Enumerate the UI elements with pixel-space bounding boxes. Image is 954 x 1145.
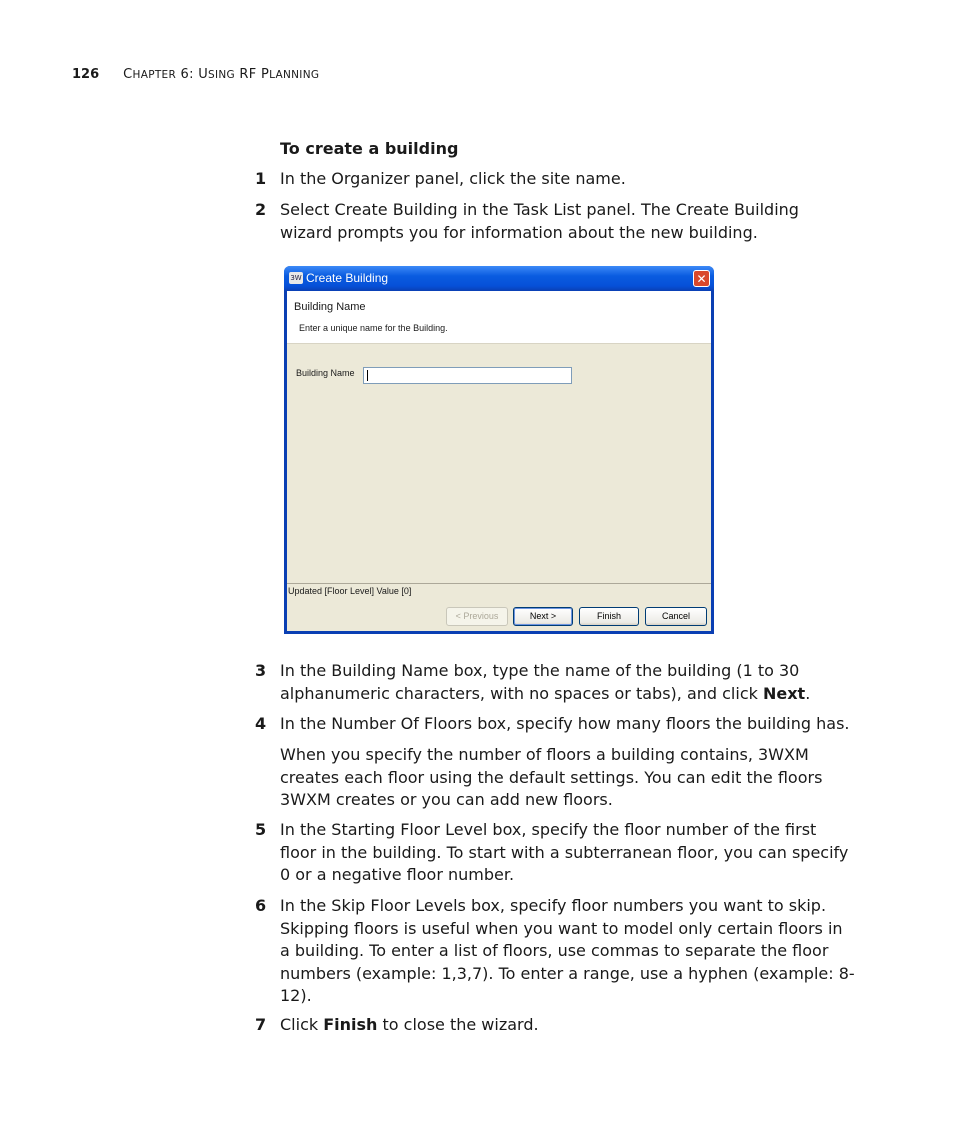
wizard-step-heading: Building Name	[294, 301, 366, 313]
app-icon: 3W	[290, 274, 302, 282]
running-header	[72, 67, 319, 82]
step-number: 4	[255, 714, 267, 733]
wizard-step-description: Enter a unique name for the Building.	[299, 323, 448, 333]
cancel-button[interactable]: Cancel	[645, 607, 707, 626]
step-text-bold: Next	[762, 683, 806, 703]
step-number: 2	[255, 200, 267, 219]
using-rest: SING	[208, 69, 235, 81]
procedure-title: To create a building	[280, 139, 459, 158]
building-name-input[interactable]	[363, 367, 572, 384]
chapter-rest: HAPTER	[132, 69, 177, 81]
chapter-num: 6: U	[180, 67, 209, 82]
step-text: In the Organizer panel, click the site name.	[280, 169, 626, 188]
step-number: 5	[255, 820, 267, 839]
step-number: 7	[255, 1015, 267, 1034]
step-text	[280, 660, 855, 705]
step-text: Select Create Building in the Task List panel. The Create Building wizard prompts you for information about the new building.	[280, 200, 799, 242]
step-text-b: .	[805, 683, 811, 703]
text-caret	[367, 370, 368, 381]
step-text	[280, 1014, 855, 1037]
step-number: 6	[255, 896, 267, 915]
status-bar: Updated [Floor Level] Value [0]	[287, 583, 711, 599]
step-text-a: Click	[280, 1015, 324, 1034]
step-text: In the Number Of Floors box, specify how many floors the building has.	[280, 714, 850, 733]
previous-button[interactable]: < Previous	[446, 607, 508, 626]
chapter-c: C	[123, 67, 133, 82]
step-number: 1	[255, 169, 267, 188]
step-text-bold: Finish	[323, 1015, 378, 1034]
dialog-client	[287, 291, 711, 631]
wizard-banner	[287, 291, 711, 344]
step-number: 3	[255, 661, 267, 680]
step-text: In the Starting Floor Level box, specify the floor number of the first floor in the building. To start with a subterranean floor, you can specify 0 or a negative floor number.	[280, 820, 849, 884]
finish-button[interactable]: Finish	[579, 607, 639, 626]
rf-p: RF P	[239, 67, 270, 82]
step-text: In the Skip Floor Levels box, specify floor numbers you want to skip. Skipping floors is useful when you want to model only certain floors in a building. To enter a list of floors, use commas to separate the floor numbers (example: 1,3,7). To enter a range, use a hyphen (example: 8-12).	[280, 896, 855, 1005]
step-text-b: to close the wizard.	[377, 1015, 539, 1034]
building-name-label: Building Name	[296, 368, 355, 378]
next-button[interactable]: Next >	[513, 607, 573, 626]
dialog-title: Create Building	[306, 271, 389, 285]
step-note-text: When you specify the number of floors a building contains, 3WXM creates each floor using the default settings. You can edit the floors 3WXM creates or you can add new floors.	[280, 745, 823, 809]
page-number: 126	[72, 67, 100, 82]
chapter-title	[123, 67, 319, 82]
step-text-a: In the Building Name box, type the name of the building (1 to 30 alphanumeric characters, with no spaces or tabs), and click	[280, 661, 800, 703]
dialog-titlebar[interactable]	[284, 266, 714, 291]
create-building-dialog	[284, 266, 714, 634]
close-icon[interactable]: ✕	[693, 270, 710, 287]
planning-rest: LANNING	[269, 69, 320, 81]
